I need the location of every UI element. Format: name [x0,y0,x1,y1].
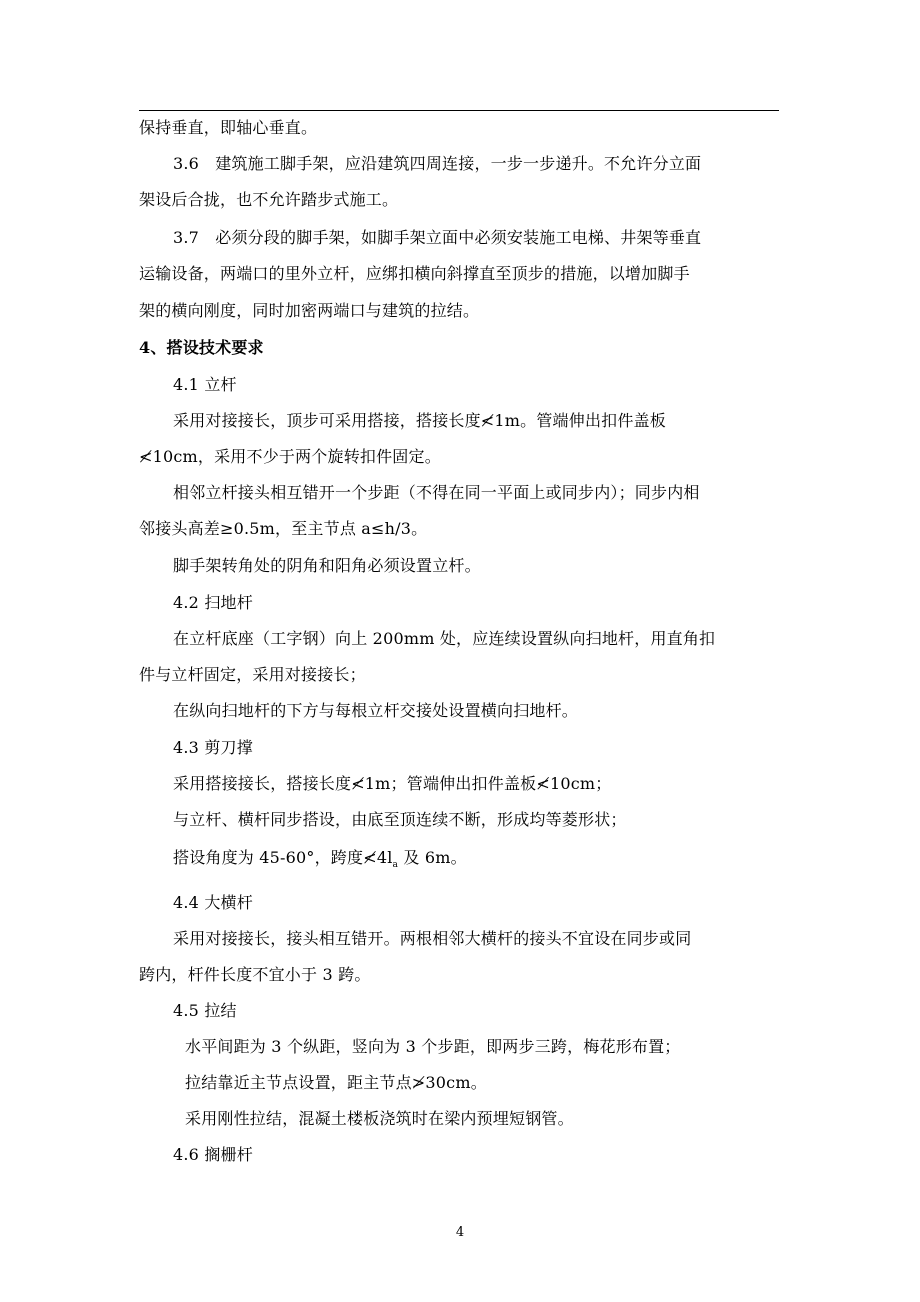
paragraph-line: ≮10cm，采用不少于两个旋转扣件固定。 [139,447,441,466]
subsection-heading: 4.1 立杆 [173,375,237,394]
paragraph-line: 采用刚性拉结，混凝土楼板浇筑时在梁内预埋短钢管。 [185,1109,574,1128]
paragraph-line: 水平间距为 3 个纵距，竖向为 3 个步距，即两步三跨，梅花形布置； [185,1037,681,1056]
subsection-heading: 4.2 扫地杆 [173,593,253,612]
subscript: a [392,860,399,870]
paragraph-line: 架的横向刚度，同时加密两端口与建筑的拉结。 [139,301,480,320]
paragraph-line: 在立杆底座（工字钢）向上 200mm 处，应连续设置纵向扫地杆，用直角扣 [173,629,716,648]
paragraph-line: 相邻立杆接头相互错开一个步距（不得在同一平面上或同步内）；同步内相 [173,483,700,502]
paragraph-line: 件与立杆固定，采用对接接长； [139,665,366,684]
subsection-heading: 4.5 拉结 [173,1001,237,1020]
paragraph-line: 邻接头高差≥0.5m，至主节点 a≤h/3。 [139,519,428,538]
angle-text-end: 及 6m。 [398,848,467,867]
subsection-heading: 4.6 搁栅杆 [173,1145,253,1164]
paragraph-line: 跨内，杆件长度不宜小于 3 跨。 [139,965,371,984]
paragraph-line: 采用对接接长，顶步可采用搭接，搭接长度≮1m。管端伸出扣件盖板 [173,411,666,430]
section-heading: 4、搭设技术要求 [139,338,264,357]
header-rule [139,110,779,111]
subsection-heading: 4.4 大横杆 [173,893,253,912]
paragraph-line: 保持垂直，即轴心垂直。 [139,118,318,137]
paragraph-line: 与立杆、横杆同步搭设，由底至顶连续不断，形成均等菱形状； [173,810,627,829]
paragraph-line: 架设后合拢，也不允许踏步式施工。 [139,190,399,209]
paragraph-line: 拉结靠近主节点设置，距主节点≯30cm。 [185,1073,487,1092]
paragraph-line: 采用对接接长，接头相互错开。两根相邻大横杆的接头不宜设在同步或同 [173,929,692,948]
paragraph-line: 在纵向扫地杆的下方与每根立杆交接处设置横向扫地杆。 [173,701,579,720]
angle-text: 搭设角度为 45-60°，跨度≮4l [173,848,393,867]
paragraph-line: 3.7 必须分段的脚手架，如脚手架立面中必须安装施工电梯、井架等垂直 [173,228,702,247]
paragraph-line: 运输设备，两端口的里外立杆，应绑扣横向斜撑直至顶步的措施，以增加脚手 [139,264,690,283]
paragraph-line: 采用搭接接长，搭接长度≮1m；管端伸出扣件盖板≮10cm； [173,774,612,793]
paragraph-line: 脚手架转角处的阴角和阳角必须设置立杆。 [173,556,481,575]
subsection-heading: 4.3 剪刀撑 [173,738,253,757]
paragraph-line: 3.6 建筑施工脚手架，应沿建筑四周连接，一步一步递升。不允许分立面 [173,154,702,173]
page-number: 4 [455,1225,465,1240]
paragraph-line-angle [173,848,467,875]
